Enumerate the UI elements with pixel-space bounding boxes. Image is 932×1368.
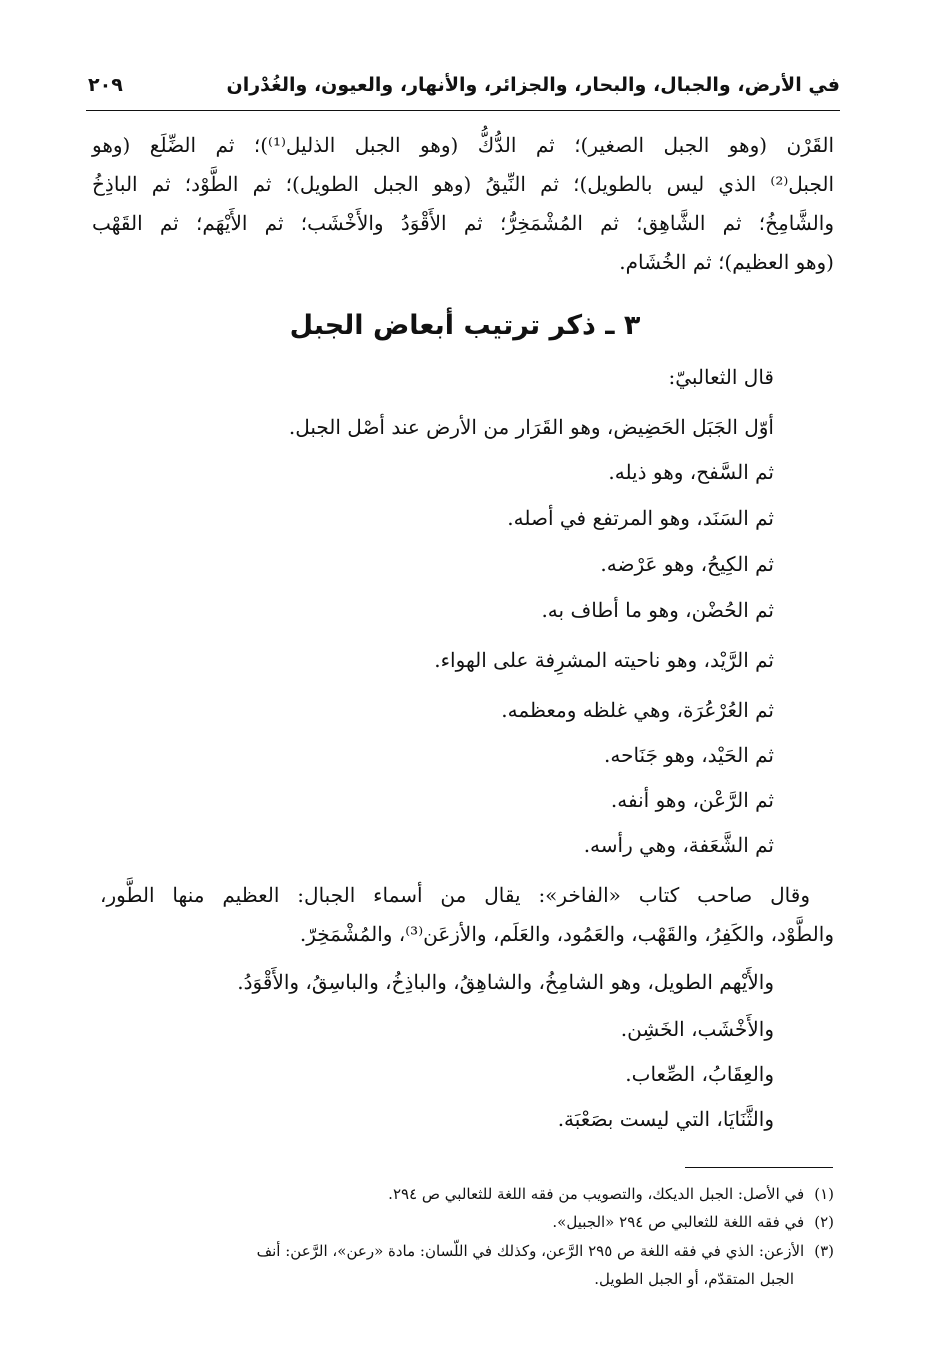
fakhir-line: والأَخْشَب، الخَشِن. <box>620 1017 774 1041</box>
footnote <box>552 1210 834 1234</box>
footnote-text: الجبل المتقدّم، أو الجبل الطويل. <box>594 1270 794 1288</box>
part-line: ثم الشَّعَفة، وهي رأسه. <box>583 833 774 857</box>
fakhir-line: والطَّوْد، والكَفِرُ، والقَهْب، والعَمُود، والعَلَم، والأزعَن⁽³⁾، والمُشْمَخِرّ. <box>299 922 834 946</box>
footnote <box>257 1239 834 1263</box>
footnote-number: (١) <box>814 1185 834 1203</box>
footnote-text: في الأصل: الجبل الديكك، والتصويب من فقه اللغة للثعالبي ص ٢٩٤. <box>388 1185 805 1203</box>
footnote <box>388 1182 834 1206</box>
footnote-text: الأزعن: الذي في فقه اللغة ص ٢٩٥ الرَّعن، وكذلك في اللّسان: مادة «رعن»، الرَّعن: أنف <box>256 1242 805 1260</box>
intro-line: والشَّامِخُ؛ ثم الشَّاهِق؛ ثم المُشْمَخِرُّ؛ ثم الأَقْوَدُ والأَخْشَب؛ ثم الأَيْهَم؛ ثم القَهْب <box>92 211 834 235</box>
part-line: ثم الحُضْن، وهو ما أطاف به. <box>541 598 774 622</box>
running-title: في الأرض، والجبال، والبحار، والجزائر، والأنهار، والعيون، والغُدْران <box>226 74 840 96</box>
footnote-number: (٢) <box>814 1213 834 1231</box>
part-line: ثم الكِيحُ، وهو عَرْضه. <box>600 552 774 576</box>
section-heading: ٣ ـ ذكر ترتيب أبعاض الجبل <box>289 310 641 341</box>
part-line: ثم الحَيْد، وهو جَنَاحه. <box>604 743 774 767</box>
part-line: أوّل الجَبَل الحَضِيض، وهو القَرَار من الأرض عند أصْل الجبل. <box>288 415 774 439</box>
footnote-continuation <box>594 1267 794 1291</box>
part-line: ثم الرَّعْن، وهو أنفه. <box>610 788 774 812</box>
intro-line: الجبل⁽²⁾ الذي ليس بالطويل)؛ ثم النِّيقُ (وهو الجبل الطويل)؛ ثم الطَّوْد؛ ثم الباذِخُ <box>92 172 834 196</box>
fakhir-line: والثَّنَايَا، التي ليست بصَعْبَة. <box>557 1107 774 1131</box>
intro-line: القَرْن (وهو الجبل الصغير)؛ ثم الدُّكُّ (وهو الجبل الذليل⁽¹⁾)؛ ثم الضِّلَع (وهو <box>92 133 835 157</box>
intro-line: (وهو العظيم)؛ ثم الخُشَام. <box>619 250 834 274</box>
part-line: ثم الرَّيْد، وهو ناحيته المشرِفة على الهواء. <box>434 648 774 672</box>
page-number: ٢٠٩ <box>88 74 123 96</box>
footnote-separator <box>685 1167 833 1168</box>
footnote-text: في فقه اللغة للثعالبي ص ٢٩٤ «الجبيل». <box>552 1213 805 1231</box>
part-line: ثم السَّفح، وهو ذيله. <box>608 460 774 484</box>
quote-intro: قال الثعالبيّ: <box>668 365 774 389</box>
part-line: ثم العُرْعُرَة، وهي غلظه ومعظمه. <box>501 698 774 722</box>
running-header <box>86 70 840 111</box>
fakhir-line: وقال صاحب كتاب «الفاخر»: يقال من أسماء الجبال: العظيم منها الطَّور، <box>100 883 810 907</box>
part-line: ثم السَنَد، وهو المرتفع في أصله. <box>507 506 774 530</box>
footnote-number: (٣) <box>814 1242 834 1260</box>
fakhir-line: والأَيْهم الطويل، وهو الشامِخُ، والشاهِقُ، والباذِخُ، والباسِقُ، والأَقْوَدُ. <box>237 970 774 994</box>
fakhir-line: والعِقَابُ، الصِّعاب. <box>625 1062 774 1086</box>
